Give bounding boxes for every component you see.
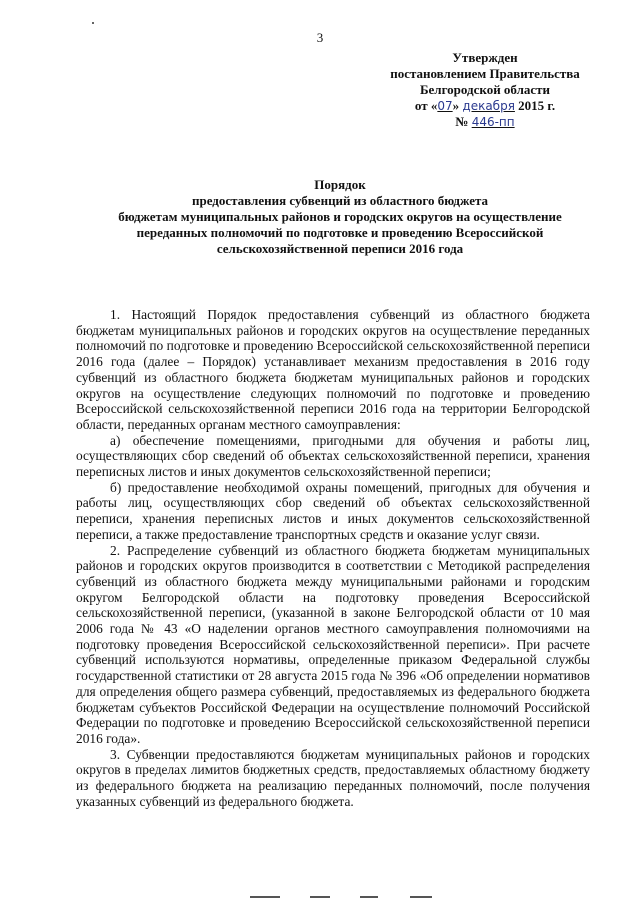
approval-date [365, 98, 605, 114]
date-day: 07 [437, 99, 453, 113]
date-mid: » [452, 98, 463, 113]
title-line-2: бюджетам муниципальных районов и городских округов на осуществление [118, 209, 562, 224]
footer-mark [250, 896, 280, 898]
approval-block [365, 50, 605, 130]
approval-line-3: Белгородской области [419, 82, 551, 97]
footer-scan-marks [250, 896, 550, 900]
approval-number [365, 114, 605, 130]
approval-line-2: постановлением Правительства [390, 66, 580, 81]
paragraph-3: 3. Субвенции предоставляются бюджетам муниципальных районов и городских округов в пределах лимитов бюджетных средств, предоставляемых областному бюджету из федерального бюджета на реализацию переданных полномочий, после получения указанных субвенций из федерального бюджета. [76, 746, 590, 809]
title-line-1: предоставления субвенций из областного бюджета [191, 193, 489, 208]
paragraph-2: 2. Распределение субвенций из областного бюджета бюджетам муниципальных районов и городских округов производится в соответствии с Методикой распределения субвенций из областного бюджета между муниципальными районами и городским округом Белгородской области на подготовку проведения Всероссийской сельскохозяйственной переписи, (указанной в законе Белгородской области от 10 мая 2006 года № 43 «О наделении органов местного самоуправления полномочиями на подготовку проведения Всероссийской сельскохозяйственной переписи». При расчете субвенций используются нормативы, определенные приказом Федеральной службы государственной статистики от 28 августа 2015 года № 396 «Об определении нормативов для определения общего размера субвенций, предоставляемых из федерального бюджета бюджетам субъектов Российской Федерации на осуществление полномочий Российской Федерации по подготовке и проведению Всероссийской сельскохозяйственной переписи 2016 года». [76, 542, 590, 746]
number-prefix: № [455, 114, 472, 129]
title-heading: Порядок [314, 177, 366, 192]
document-body [76, 307, 590, 810]
footer-mark [310, 896, 330, 898]
date-month: декабря [462, 99, 515, 113]
document-title [60, 177, 620, 257]
paragraph-1a: а) обеспечение помещениями, пригодными для обучения и работы лиц, осуществляющих сбор сведений об объектах сельскохозяйственной переписи, хранения переписных листов и иных документов сельскохозяйственной переписи; [76, 432, 590, 480]
footer-mark [410, 896, 432, 898]
date-year: 2015 г. [514, 98, 556, 113]
title-line-4: сельскохозяйственной переписи 2016 года [216, 241, 464, 256]
title-line-3: переданных полномочий по подготовке и проведению Всероссийской [136, 225, 544, 240]
scan-speck [92, 22, 94, 24]
footer-mark [360, 896, 378, 898]
page-number: 3 [316, 30, 324, 45]
date-prefix: от « [414, 98, 438, 113]
number-value: 446-пп [471, 115, 515, 129]
paragraph-1b: б) предоставление необходимой охраны помещений, пригодных для обучения и работы лиц, осуществляющих сбор сведений об объектах сельскохозяйственной переписи, хранения переписных листов и иных документов сельскохозяйственной переписи, а также предоставление транспортных средств и оказание услуг связи. [76, 479, 590, 542]
paragraph-1: 1. Настоящий Порядок предоставления субвенций из областного бюджета бюджетам муниципальных районов и городских округов на осуществление переданных полномочий по подготовке и проведению Всероссийской сельскохозяйственной переписи 2016 года (далее – Порядок) устанавливает механизм предоставления в 2016 году субвенций из областного бюджета бюджетам муниципальных районов и городских округов на осуществление следующих полномочий по подготовке и проведению Всероссийской сельскохозяйственной переписи 2016 года на территории Белгородской области, переданных органам местного самоуправления: [76, 307, 590, 432]
approval-line-1: Утвержден [452, 50, 518, 65]
